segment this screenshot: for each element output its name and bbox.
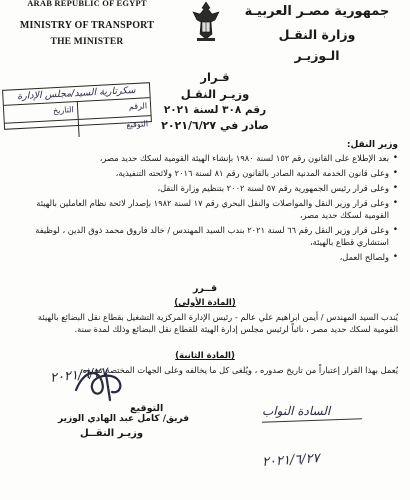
preamble-item: • وعلى قرار رئيس الجمهورية رقم ٥٧ لسنة ٢٠٠٢ بتنظيم وزارة النقل، — [12, 182, 398, 194]
letterhead-country-en: ARAB REPUBLIC OF EGYPT — [27, 0, 147, 8]
letterhead-minister-ar: الـوزيـر — [294, 48, 340, 63]
eagle-emblem-icon — [189, 0, 223, 42]
decree-number: رقم ٣٠٨ لسنة ٢٠٢١ — [163, 104, 267, 116]
minister-title: وزيـر النقــل — [80, 428, 144, 439]
letterhead-english — [12, 0, 162, 47]
letterhead-ministry-en: MINISTRY OF TRANSPORT — [19, 20, 155, 31]
letterhead-country-ar: جمهورية مصـر العربيـة — [244, 4, 390, 19]
minister-name: فريق/ كامل عبد الهادي الوزير — [58, 414, 189, 424]
addressee: وزير النقل: — [346, 140, 398, 150]
decree-issuer: وزيـر النقـل — [180, 87, 250, 101]
handwritten-date-left: ٢٠٢١/٦/٢٧ — [49, 365, 109, 386]
letterhead-arabic — [242, 4, 392, 63]
stamp-title: سكرتارية السيد/مجلس الإدارة — [3, 83, 150, 106]
preamble-list — [12, 152, 398, 266]
article2-title: (المادة الثانية) — [175, 351, 235, 361]
preamble-item: • وعلى قرار وزير النقل رقم ٦٦ لسنة ٢٠٢١ بندب السيد المهندس / خالد فاروق محمد ذوق الدين ، لوظيفة استشاري قطاع بالهيئة، — [12, 224, 398, 248]
handwritten-underline — [262, 418, 362, 422]
decree-title: قـرار — [200, 70, 230, 84]
signature-label: التوقيع — [130, 403, 164, 414]
decree-issued-date: صادر في ٢٠٢١/٦/٢٧ — [161, 119, 269, 132]
handwritten-date-right: ٢٠٢١/٦/٢٧ — [261, 451, 321, 470]
decided-heading: قــرر — [192, 283, 218, 294]
letterhead-ministry-ar: وزارة النقـل — [278, 27, 356, 42]
decree-header — [150, 70, 280, 132]
stamp-empty-cell — [5, 120, 78, 141]
preamble-item: • بعد الإطلاع على القانون رقم ١٥٢ لسنة ١٩٨٠ بإنشاء الهيئة القومية لسكك حديد مصر، — [12, 152, 398, 164]
preamble-item: • ولصالح العمل، — [12, 251, 398, 263]
article2-text: يُعمل بهذا القرار إعتباراً من تاريخ صدوره ، ويُلغى كل ما يخالفه وعلى الجهات المختصة تنفيذه. — [80, 365, 398, 375]
stamp-signature-label: التوقيع — [77, 116, 151, 137]
letterhead-minister-en: THE MINISTER — [50, 37, 124, 47]
preamble-item: • وعلى قرار وزير النقل والمواصلات والنقل البحري رقم ١٧ لسنة ١٩٨٢ بإصدار لائحة نظام العاملين بالهيئة القومية لسكك حديد مصر، — [12, 197, 398, 221]
handwritten-note-right: السادة النواب — [262, 404, 331, 418]
stamp-date-label: التاريخ — [52, 105, 74, 116]
article1-text: يُندب السيد المهندس / أيمن ابراهيم علي عالم - رئيس الإدارة المركزية التشغيل بقطاع نقل البضائع بالهيئة القومية لسكك حديد مصر ، نائباً لرئيس مجلس إدارة الهيئة للقطاع نقل البضائع وذلك لمدة سنة. — [37, 312, 398, 334]
secretariat-stamp — [2, 82, 152, 130]
preamble-item: • وعلى قانون الخدمة المدنية الصادر بالقانون رقم ٨١ لسنة ٢٠١٦ ولائحته التنفيذية، — [12, 167, 398, 179]
stamp-number-label: الرقم — [76, 98, 150, 119]
article1-title: (المادة الأولى) — [174, 298, 236, 308]
